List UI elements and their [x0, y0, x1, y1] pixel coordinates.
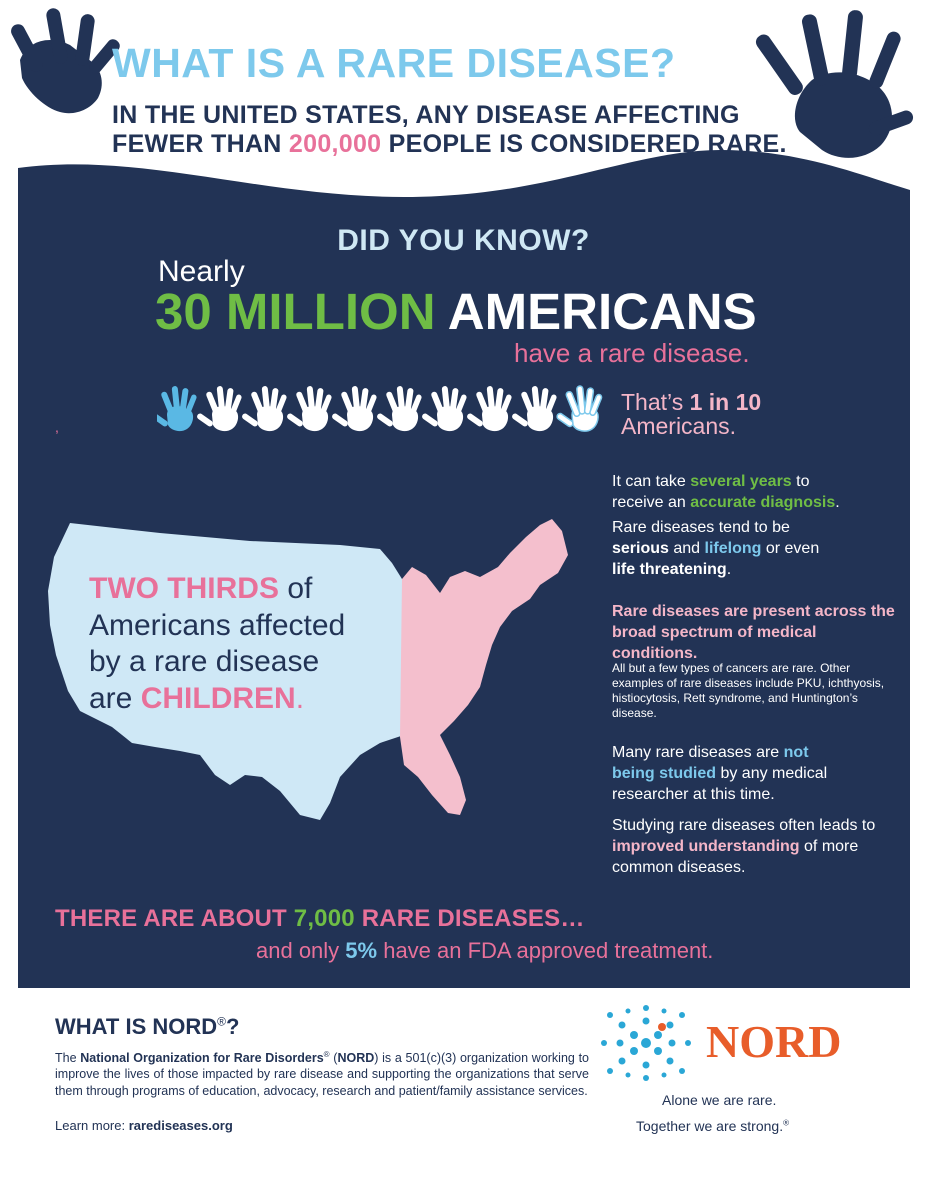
hand-icon — [376, 386, 423, 431]
fact-highlight: lifelong — [704, 539, 762, 557]
nord-logo-icon — [598, 1003, 694, 1083]
nearly-label: Nearly — [158, 255, 245, 288]
one-in-ten-text — [621, 390, 761, 438]
about-7000-diseases — [55, 905, 585, 933]
tagline-1: Alone we are rare. — [662, 1092, 777, 1108]
americans-word: AMERICANS — [435, 283, 757, 340]
fact-highlight: being studied — [612, 764, 716, 782]
hand-icon — [286, 386, 333, 431]
fact-highlight: accurate diagnosis — [690, 493, 836, 511]
ten-hands-row — [157, 385, 607, 437]
fact-text: by any medical researcher at this time. — [612, 764, 828, 803]
fact-not-studied — [612, 743, 902, 805]
about-pre: THERE ARE ABOUT — [55, 905, 294, 932]
hand-icon — [421, 386, 468, 431]
two-thirds-are: are — [89, 681, 141, 715]
two-thirds-text — [89, 571, 345, 717]
stray-mark: , — [55, 419, 59, 435]
fact-serious — [612, 518, 902, 580]
fact-text: Rare diseases tend to be — [612, 519, 790, 536]
tagline-2-text: Together we are strong. — [636, 1118, 784, 1134]
desc-text: ( — [329, 1051, 338, 1066]
only-5-percent — [256, 938, 713, 964]
definition-post: PEOPLE IS CONSIDERED RARE. — [381, 130, 787, 158]
registered-mark: ® — [217, 1014, 226, 1029]
desc-nord: NORD — [337, 1051, 375, 1066]
about-post: RARE DISEASES… — [354, 905, 585, 932]
fact-text: to — [791, 473, 810, 490]
did-you-know-heading: DID YOU KNOW? — [337, 224, 590, 257]
fact-highlight: several years — [690, 473, 792, 490]
thirty-million-number: 30 MILLION — [155, 283, 436, 340]
fact-spectrum-detail: All but a few types of cancers are rare. Other examples of rare diseases include PKU, ichthyosis, histiocytosis, Rett syndrome, and Huntington’s disease. — [612, 661, 885, 720]
left-hand-icon — [9, 7, 123, 113]
children-period: . — [295, 681, 305, 715]
thirty-million-headline — [155, 282, 757, 341]
children-bold: CHILDREN — [140, 681, 296, 715]
logo-dots — [601, 1005, 691, 1081]
two-thirds-line3: by a rare disease — [89, 645, 320, 679]
tagline-2 — [636, 1118, 789, 1134]
ratio-bold: 1 in 10 — [689, 389, 762, 415]
definition-pre: FEWER THAN — [112, 130, 289, 158]
fact-text: Many rare diseases are — [612, 744, 784, 761]
fact-text: . — [726, 560, 732, 578]
ratio-post: Americans. — [621, 413, 737, 440]
fact-text: of more common diseases. — [612, 837, 859, 876]
learn-more — [55, 1118, 233, 1133]
logo-accent-dot — [658, 1023, 666, 1031]
hand-icon — [241, 386, 288, 431]
definition-line-1: IN THE UNITED STATES, ANY DISEASE AFFECTING — [112, 101, 740, 129]
have-rare-disease: have a rare disease. — [514, 338, 750, 368]
definition-line-2 — [112, 130, 787, 159]
fact-highlight: serious — [612, 539, 669, 557]
fact-text: It can take — [612, 473, 691, 490]
fact-diagnosis — [612, 472, 902, 514]
nord-heading-q: ? — [225, 1014, 240, 1039]
about-number: 7,000 — [293, 905, 355, 932]
registered-mark: ® — [323, 1050, 330, 1059]
learn-pre: Learn more: — [55, 1118, 129, 1133]
desc-text: The — [55, 1051, 81, 1066]
two-thirds-of: of — [278, 572, 313, 605]
fact-text: receive an — [612, 493, 691, 511]
learn-more-link[interactable]: rarediseases.org — [128, 1118, 233, 1133]
registered-mark: ® — [783, 1118, 789, 1128]
fact-understanding — [612, 816, 902, 878]
nord-description — [55, 1050, 589, 1099]
fact-highlight: improved understanding — [612, 837, 800, 855]
hand-icon — [331, 386, 378, 431]
ratio-pre: That’s — [621, 389, 690, 415]
nord-heading-text: WHAT IS NORD — [55, 1014, 218, 1039]
hand-icon — [157, 386, 197, 431]
hand-icon — [511, 386, 558, 431]
nord-heading — [55, 1014, 239, 1040]
hand-icon — [466, 386, 513, 431]
definition-number: 200,000 — [288, 130, 382, 158]
fact-highlight: life threatening — [612, 560, 727, 578]
page-title: WHAT IS A RARE DISEASE? — [112, 40, 676, 86]
only-number: 5% — [345, 938, 378, 963]
only-post: have an FDA approved treatment. — [377, 938, 714, 963]
two-thirds-line2: Americans affected — [89, 608, 346, 642]
nord-logo-word: NORD — [706, 1016, 842, 1067]
desc-org-name: National Organization for Rare Disorders — [80, 1051, 324, 1066]
hand-icon — [556, 386, 603, 431]
hand-icon — [196, 386, 243, 431]
fact-highlight: not — [783, 744, 809, 761]
fact-spectrum: Rare diseases are present across the broad spectrum of medical conditions. — [612, 603, 895, 662]
fact-text: . — [835, 493, 840, 511]
two-thirds-bold: TWO THIRDS — [89, 572, 279, 605]
fact-text: and — [668, 539, 705, 557]
desc-text: ) is a 501(c)(3) organization working to improve the lives of those impacted by rare disease and supporting the organizations that serve them through programs of education, advocacy, research and patient/family assistance services. — [55, 1051, 590, 1098]
fact-text: Studying rare diseases often leads to — [612, 817, 876, 834]
us-map-east — [400, 519, 568, 815]
fact-text: or even — [761, 539, 820, 557]
only-pre: and only — [256, 938, 346, 963]
